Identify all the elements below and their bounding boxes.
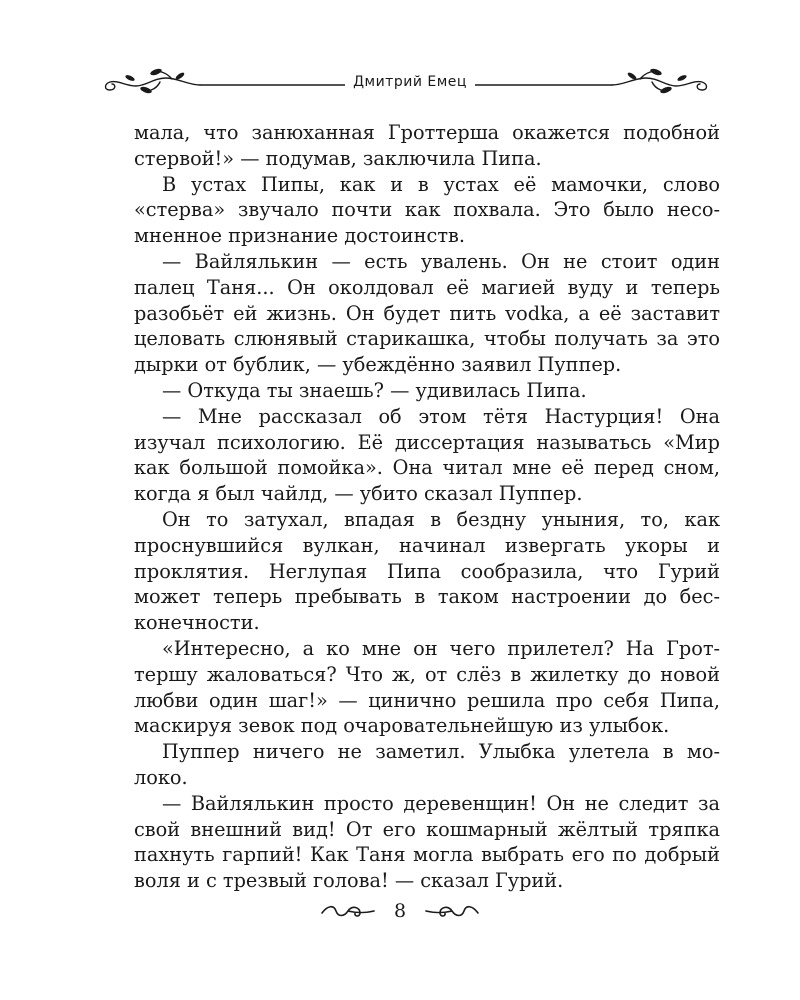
page-footer xyxy=(0,900,800,930)
paragraph: Пуппер ничего не заметил. Улыбка улетела в мо-локо. xyxy=(134,740,720,789)
paragraph: — Мне рассказал об этом тётя Настурция! Она изучал психологию. Её диссертация называтьсь «Мир как большой помойка». Она читал мне её перед сном, когда я был чайлд, — убито сказал Пуппер. xyxy=(134,404,720,506)
right-flourish-icon xyxy=(424,901,480,921)
paragraph: В устах Пипы, как и в устах её мамочки, слово «стерва» звучало почти как похвала. Это было несо-мненное признание достоинств. xyxy=(134,172,720,248)
paragraph: мала, что занюханная Гроттерша окажется подобной стервой!» — подумав, заключила Пипа. xyxy=(134,121,720,170)
author-name: Дмитрий Емец xyxy=(345,74,475,90)
page-header xyxy=(100,64,720,104)
page-body xyxy=(134,120,720,894)
running-head xyxy=(100,74,720,90)
paragraph: «Интересно, а ко мне он чего прилетел? На Грот-тершу жаловаться? Что ж, от слёз в жилетку до новой любви один шаг!» — цинично решила про себя Пипа, маскируя зевок под очаровательнейшую из улыбок. xyxy=(134,636,720,738)
paragraph: — Вайлялькин — есть увалень. Он не стоит один палец Таня... Он околдовал её магией вуду и теперь разобьёт ей жизнь. Он будет пить vodka, а её заставит целовать слюнявый старикашка, чтобы получать за это дырки от бублик, — убеждённо заявил Пуппер. xyxy=(134,249,720,377)
left-flourish-icon xyxy=(320,901,376,921)
paragraph: — Откуда ты знаешь? — удивилась Пипа. xyxy=(162,378,587,402)
paragraph: — Вайлялькин просто деревенщин! Он не следит за свой внешний вид! От его кошмарный жёлтый тряпка пахнуть гарпий! Как Таня могла выбрать его по добрый воля и с трезвый голова! — сказал Гурий. xyxy=(134,791,720,893)
page-number: 8 xyxy=(393,900,407,922)
paragraph: Он то затухал, впадая в бездну уныния, то, как проснувшийся вулкан, начинал извергать укоры и проклятия. Неглупая Пипа сообразила, что Гурий может теперь пребывать в таком настроении до бес-конечности. xyxy=(134,507,720,635)
